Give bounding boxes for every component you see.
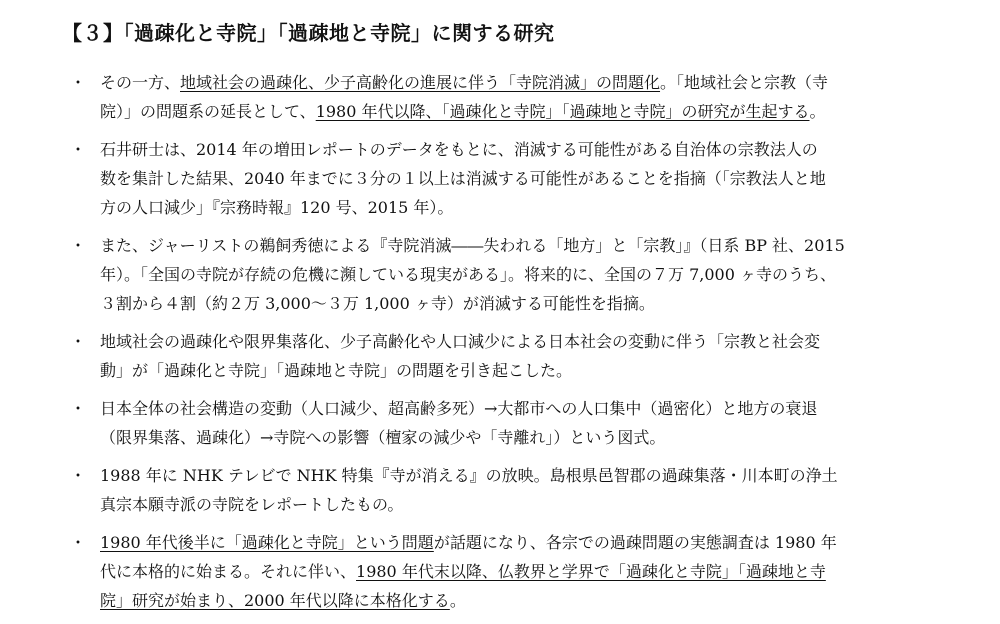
body-text: その一方、 (100, 73, 181, 92)
list-item (0, 231, 1000, 318)
body-text: 代に本格的に始まる。それに伴い、 (100, 562, 357, 581)
body-text: 真宗本願寺派の寺院をレポートしたもの。 (100, 495, 404, 514)
bullet-list (0, 68, 1000, 624)
text-line (100, 557, 970, 586)
text-line (100, 356, 970, 385)
underlined-text: 1980 年代末以降、仏教界と学界で「過疎化と寺院」「過疎地と寺 (356, 562, 826, 581)
bullet-marker: ・ (70, 140, 87, 159)
text-line (100, 260, 970, 289)
body-text: 地域社会の過疎化や限界集落化、少子高齢化や人口減少による日本社会の変動に伴う「宗教と社会変 (100, 332, 821, 351)
body-text: 院）」の問題系の延長として、 (100, 102, 316, 121)
underlined-text: 院」研究が始まり、2000 年代以降に本格化する (100, 591, 450, 610)
text-line (100, 68, 970, 97)
bullet-marker: ・ (70, 466, 87, 485)
bullet-marker: ・ (70, 399, 87, 418)
text-line (100, 327, 970, 356)
text-line (100, 97, 970, 126)
text-line (100, 164, 970, 193)
body-text: 日本全体の社会構造の変動（人口減少、超高齢多死）→大都市への人口集中（過密化）と地方の衰退 (100, 399, 818, 418)
body-text: 年）。「全国の寺院が存続の危機に瀕している現実がある」。将来的に、全国の７万 7,000 ヶ寺のうち、 (100, 265, 836, 284)
text-line (100, 461, 970, 490)
text-line (100, 394, 970, 423)
section-heading: 【３】「過疎化と寺院」「過疎地と寺院」に関する研究 (62, 21, 555, 45)
body-text: （限界集落、過疎化）→寺院への影響（檀家の減少や「寺離れ」）という図式。 (100, 428, 666, 447)
bullet-marker: ・ (70, 236, 87, 255)
text-line (100, 289, 970, 318)
text-line (100, 231, 970, 260)
list-item (0, 327, 1000, 385)
text-line (100, 135, 970, 164)
body-text: 1988 年に NHK テレビで NHK 特集『寺が消える』の放映。島根県邑智郡の過疎集落・川本町の浄土 (100, 466, 838, 485)
bullet-marker: ・ (70, 332, 87, 351)
list-item (0, 135, 1000, 222)
text-line (100, 193, 970, 222)
body-text: 動」が「過疎化と寺院」「過疎地と寺院」の問題を引き起こした。 (100, 361, 573, 380)
text-line (100, 490, 970, 519)
body-text: 。「地域社会と宗教（寺 (660, 73, 829, 92)
list-item (0, 394, 1000, 452)
list-item (0, 68, 1000, 126)
bullet-marker: ・ (70, 533, 87, 552)
body-text: 。 (809, 102, 826, 121)
body-text: また、ジャーリストの鵜飼秀徳による『寺院消滅――失われる「地方」と「宗教」』（日系 BP 社、2015 (100, 236, 845, 255)
body-text: が話題になり、各宗での過疎問題の実態調査は 1980 年 (433, 533, 837, 552)
body-text: ３割から４割（約２万 3,000～３万 1,000 ヶ寺）が消滅する可能性を指摘。 (100, 294, 655, 313)
list-item (0, 528, 1000, 615)
text-line (100, 586, 970, 615)
underlined-text: 1980 年代以降、「過疎化と寺院」「過疎地と寺院」の研究が生起する (315, 102, 810, 121)
text-line (100, 528, 970, 557)
list-item (0, 461, 1000, 519)
body-text: 方の人口減少」『宗務時報』120 号、2015 年）。 (100, 198, 454, 217)
underlined-text: 1980 年代後半に「過疎化と寺院」という問題 (100, 533, 434, 552)
body-text: 数を集計した結果、2040 年までに３分の１以上は消滅する可能性があることを指摘（「宗教法人と地 (100, 169, 826, 188)
body-text: 。 (449, 591, 466, 610)
body-text: 石井研士は、2014 年の増田レポートのデータをもとに、消滅する可能性がある自治体の宗教法人の (100, 140, 818, 159)
underlined-text: 地域社会の過疎化、少子高齢化の進展に伴う「寺院消滅」の問題化 (180, 73, 661, 92)
bullet-marker: ・ (70, 73, 87, 92)
text-line (100, 423, 970, 452)
